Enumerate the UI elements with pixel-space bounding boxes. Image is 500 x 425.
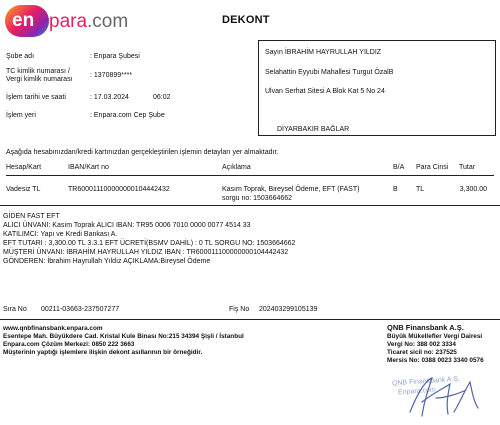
tax-no: Vergi No: 388 002 3334 [387, 341, 456, 348]
footer-support: Enpara.com Çözüm Merkezi: 0850 222 3663 [3, 341, 135, 348]
tax-office: Büyük Mükellefler Vergi Dairesi [387, 333, 483, 340]
place-label: İşlem yeri [6, 112, 36, 119]
stamp-text-1: QNB Finansbank A.Ş. [391, 375, 461, 388]
row-currency: TL [416, 186, 425, 193]
col-header-description: Açıklama [222, 164, 251, 171]
branch-label: Şube adı [6, 53, 35, 60]
detail-line: MÜŞTERİ ÜNVANI: İBRAHİM HAYRULLAH YILDIZ IBAN : TR600011100000000104442432 [3, 249, 289, 256]
row-description-2: sorgu no: 1503664662 [222, 195, 293, 202]
row-amount: 3,300.00 [459, 186, 487, 193]
stamp-signature [388, 372, 484, 420]
fis-value: 202403299105139 [259, 306, 318, 313]
footer-note: Müşterinin yaptığı işlemlere ilişkin dekont asıllarının bir örneğidir. [3, 349, 203, 356]
row-ba: B [393, 186, 398, 193]
place-value: : Enpara.com Cep Şube [90, 112, 165, 119]
date-value: : 17.03.2024 [90, 94, 129, 101]
stamp-text-2: Enpara.com [397, 386, 436, 397]
footer-website: www.qnbfinansbank.enpara.com [3, 325, 103, 332]
tc-value: : 1370899**** [90, 72, 133, 79]
document-title: DEKONT [222, 14, 270, 26]
detail-line: EFT TUTARI : 3,300.00 TL 3.3.1 EFT ÜCRETİ(BSMV DAHİL) : 0 TL SORGU NO: 1503664662 [3, 240, 296, 247]
tc-label-1: TC kimlik numarası / [6, 68, 70, 75]
logo-wordmark [49, 11, 128, 33]
logo-badge [5, 5, 49, 37]
tc-label-2: Vergi kimlik numarası [6, 76, 73, 83]
mersis-no: Mersis No: 0388 0023 3340 0576 [387, 357, 484, 364]
sira-label: Sıra No [3, 306, 27, 313]
enpara-logo [5, 5, 129, 37]
col-header-account: Hesap/Kart [6, 164, 42, 171]
footer-address: Esentepe Mah. Büyükdere Cad. Kristal Kule Binası No:215 34394 Şişli / İstanbul [3, 333, 244, 340]
table-bottom-divider [0, 205, 500, 206]
time-value: 06:02 [153, 94, 171, 101]
sira-value: 00211-03663-237507277 [41, 306, 120, 313]
logo-en-text: en [12, 10, 35, 31]
col-header-amount: Tutar [459, 164, 476, 171]
logo-para-text: para [49, 11, 88, 32]
col-header-currency: Para Cinsi [416, 164, 449, 171]
col-header-ba: B/A [393, 164, 405, 171]
company-name: QNB Finansbank A.Ş. [387, 323, 464, 332]
logo-com-text: .com [87, 11, 129, 32]
row-account: Vadesiz TL [6, 186, 41, 193]
detail-line: ALICI ÜNVANI: Kasım Toprak ALICI IBAN: TR95 0006 7010 0000 0077 4514 33 [3, 222, 251, 229]
detail-line: GÖNDEREN: İbrahim Hayrullah Yıldız AÇIKLAMA:Bireysel Ödeme [3, 258, 211, 265]
address-line-2: Ulvan Serhat Sitesi A Blok Kat 5 No 24 [265, 88, 385, 95]
datetime-label: İşlem tarihi ve saati [6, 94, 66, 101]
recipient-name: Sayın İBRAHİM HAYRULLAH YILDIZ [265, 49, 382, 56]
footer-divider [0, 319, 500, 320]
detail-line: GİDEN FAST EFT [3, 213, 60, 220]
trade-registry: Ticaret sicil no: 237525 [387, 349, 457, 356]
detail-line: KATILIMCI: Yapı ve Kredi Bankası A. [3, 231, 118, 238]
row-description-1: Kasım Toprak, Bireysel Ödeme, EFT (FAST) [222, 186, 360, 193]
address-line-1: Selahattin Eyyubi Mahallesi Turgut ÖzalB [265, 69, 394, 76]
address-box [258, 40, 496, 136]
table-header-divider [6, 175, 494, 176]
signature-icon [388, 372, 484, 420]
address-city: DİYARBAKIR BAĞLAR [277, 126, 350, 133]
branch-value: : Enpara Şubesi [90, 53, 140, 60]
intro-text: Aşağıda hesabınızdan/kredi kartınızdan gerçekleştirilen işlemin detayları yer almaktadır. [6, 149, 279, 156]
row-iban: TR600011100000000104442432 [68, 186, 170, 193]
col-header-iban: IBAN/Kart no [68, 164, 109, 171]
fis-label: Fiş No [229, 306, 250, 313]
